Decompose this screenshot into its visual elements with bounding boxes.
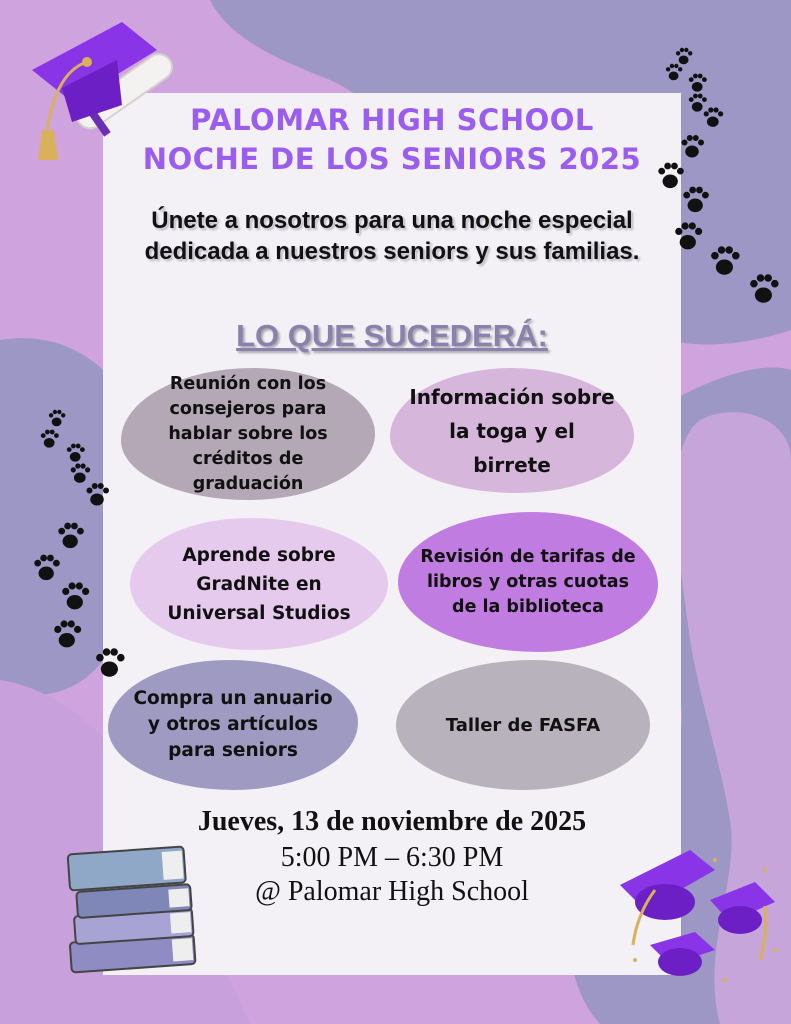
event-date: Jueves, 13 de noviembre de 2025 — [197, 806, 587, 837]
intro-text: Únete a nosotros para una noche especial dedicada a nuestros seniors y sus familias. — [144, 207, 640, 265]
section-heading: LO QUE SUCEDERÁ: — [236, 318, 548, 353]
page-subtitle: NOCHE DE LOS SENIORS 2025 — [142, 142, 642, 176]
activity-gradnite — [130, 518, 388, 650]
activity-label: Reunión con los consejeros para hablar sobre los créditos de graduación — [168, 373, 328, 494]
page-title: PALOMAR HIGH SCHOOL — [190, 103, 594, 137]
activity-fafsa-workshop — [396, 660, 650, 790]
activity-label: Taller de FASFA — [445, 714, 601, 736]
event-location: @ Palomar High School — [255, 876, 529, 907]
paw-print-icon — [655, 38, 785, 318]
event-time: 5:00 PM – 6:30 PM — [280, 842, 504, 873]
activity-label: Información sobre la toga y el birrete — [409, 384, 615, 477]
activity-label: Revisión de tarifas de libros y otras cuotas de la biblioteca — [420, 546, 636, 617]
activity-counselor-meeting — [121, 368, 375, 500]
activity-label: Compra un anuario y otros artículos para seniors — [133, 688, 333, 761]
activity-cap-gown-info — [390, 368, 634, 493]
activity-yearbook — [108, 660, 358, 790]
activity-label: Aprende sobre GradNite en Universal Studios — [167, 544, 351, 624]
